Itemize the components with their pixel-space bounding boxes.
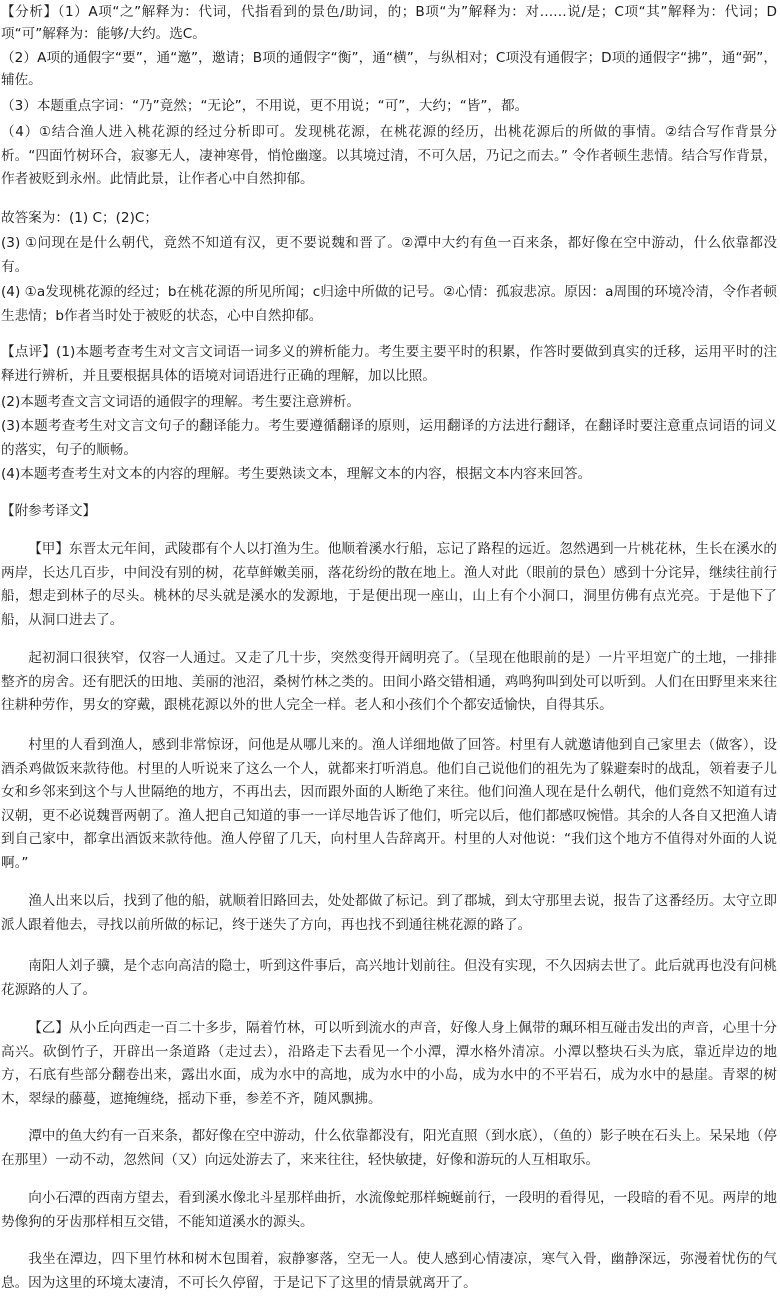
analysis-paragraph-1: 【分析】（1）A项“之”解释为：代词，代指看到的景色/助词，的；B项“为”解释为：对……说/是；C项“其”解释为：代词；D项“可”解释为：能够/大约。选C。 (1, 4, 777, 42)
translation-jia-paragraph-5: 南阳人刘子骥，是个志向高洁的隐士，听到这件事后，高兴地计划前往。但没有实现，不久因病去世了。此后就再也没有问桃花源路的人了。 (1, 958, 777, 998)
answer-line-2: (3) ①问现在是什么朝代，竟然不知道有汉，更不要说魏和晋了。②潭中大约有鱼一百来条，都好像在空中游动，什么依靠都没有。 (1, 235, 777, 275)
translation-jia-paragraph-2: 起初洞口很狭窄，仅容一人通过。又走了几十步，突然变得开阔明亮了。（呈现在他眼前的是）一片平坦宽广的土地，一排排整齐的房舍。还有肥沃的田地、美丽的池沼，桑树竹林之类的。田间小路交错相通，鸡鸣狗叫到处可以听到。人们在田野里来来往往耕种劳作，男女的穿戴，跟桃花源以外的世人完全一样。老人和小孩们个个都安适愉快，自得其乐。 (1, 650, 777, 713)
translation-yi-paragraph-2: 潭中的鱼大约有一百来条，都好像在空中游动，什么依靠都没有，阳光直照（到水底），（鱼的）影子映在石头上。呆呆地（停在那里）一动不动，忽然间（又）向远处游去了，来来往往，轻快敏捷，好像和游玩的人互相取乐。 (1, 1128, 777, 1168)
answer-line-1: 故答案为：(1) C；(2)C； (1, 210, 158, 226)
translation-yi-text-1: 从小丘向西走一百二十多步，隔着竹林，可以听到流水的声音，好像人身上佩带的珮环相互碰击发出的声音，心里十分高兴。砍倒竹子，开辟出一条道路（走过去），沿路走下去看见一个小潭，潭水格外清凉。小潭以整块石头为底，靠近岸边的地方，石底有些部分翻卷出来，露出水面，成为水中的高地，成为水中的小岛，成为水中的不平岩石，成为水中的悬崖。青翠的树木，翠绿的藤蔓，遮掩缠绕，摇动下垂，参差不齐，随风飘拂。 (1, 1020, 778, 1107)
comment-paragraph-1: 【点评】(1)本题考查考生对文言文词语一词多义的辨析能力。考生要主要平时的积累，作答时要做到真实的迁移，运用平时的注释进行辨析，并且要根据具体的语境对词语进行正确的理解，加以比照。 (1, 344, 777, 384)
comment-paragraph-2: (2)本题考查文言文词语的通假字的理解。考生要注意辨析。 (1, 394, 361, 410)
translation-yi-paragraph-4: 我坐在潭边，四下里竹林和树木包围着，寂静寥落，空无一人。使人感到心情凄凉，寒气入骨，幽静深远，弥漫着忧伤的气息。因为这里的环境太凄清，不可长久停留，于是记下了这里的情景就离开了。 (1, 1251, 777, 1291)
translation-jia-text-1: 东晋太元年间，武陵郡有个人以打渔为生。他顺着溪水行船，忘记了路程的远近。忽然遇到一片桃花林，生长在溪水的两岸，长达几百步，中间没有别的树，花草鲜嫩美丽，落花纷纷的散在地上。渔人对此（眼前的景色）感到十分诧异，继续往前行船，想走到林子的尽头。桃林的尽头就是溪水的发源地，于是便出现一座山，山上有个小洞口，洞里仿佛有点光亮。于是他下了船，从洞口进去了。 (1, 541, 778, 628)
section-label-yi: 【乙】 (28, 1020, 70, 1036)
analysis-paragraph-4: （4）①结合渔人进入桃花源的经过分析即可。发现桃花源，在桃花源的经历，出桃花源后的所做的事情。②结合写作背景分析。“四面竹树环合，寂寥无人，凄神寒骨，悄怆幽邃。以其境过清，不可久居，乃记之而去。” 令作者顿生悲情。结合写作背景，作者被贬到永州。此情此景，让作者心中自然抑郁。 (1, 124, 777, 187)
analysis-paragraph-3: （3）本题重点字词：“乃”竟然；“无论”，不用说，更不用说；“可”，大约；“皆”，都。 (1, 98, 529, 114)
translation-heading: 【附参考译文】 (1, 503, 97, 519)
section-label-jia: 【甲】 (28, 541, 70, 557)
analysis-paragraph-2: （2）A项的通假字“要”，通“邀”，邀请；B项的通假字“衡”，通“横”，与纵相对；C项没有通假字；D项的通假字“拂”，通“弼”，辅佐。 (1, 50, 777, 88)
comment-paragraph-4: (4)本题考查考生对文本的内容的理解。考生要熟读文本，理解文本的内容，根据文本内容来回答。 (1, 466, 592, 482)
translation-jia-paragraph-1 (1, 538, 777, 632)
answer-line-3: (4) ①a发现桃花源的经过；b在桃花源的所见所闻；c归途中所做的记号。②心情：孤寂悲凉。原因：a周围的环境冷清，令作者顿生悲情；b作者当时处于被贬的状态，心中自然抑郁。 (1, 284, 777, 324)
comment-paragraph-3: (3)本题考查考生对文言文句子的翻译能力。考生要遵循翻译的原则，运用翻译的方法进行翻译，在翻译时要注意重点词语的词义的落实，句子的顺畅。 (1, 418, 777, 458)
translation-yi-paragraph-3: 向小石潭的西南方望去，看到溪水像北斗星那样曲折，水流像蛇那样蜿蜒前行，一段明的看得见，一段暗的看不见。两岸的地势像狗的牙齿那样相互交错，不能知道溪水的源头。 (1, 1190, 777, 1230)
translation-jia-paragraph-3: 村里的人看到渔人，感到非常惊讶，问他是从哪儿来的。渔人详细地做了回答。村里有人就邀请他到自己家里去（做客），设酒杀鸡做饭来款待他。村里的人听说来了这么一个人，就都来打听消息。他们自己说他们的祖先为了躲避秦时的战乱，领着妻子儿女和乡邻来到这个与人世隔绝的地方，不再出去，因而跟外面的人断绝了来往。他们问渔人现在是什么朝代，他们竟然不知道有过汉朝，更不必说魏晋两朝了。渔人把自己知道的事一一详尽地告诉了他们，听完以后，他们都感叹惋惜。其余的人各自又把渔人请到自己家中，都拿出酒饭来款待他。渔人停留了几天，向村里人告辞离开。村里的人对他说：“我们这个地方不值得对外面的人说啊。” (1, 737, 777, 871)
translation-yi-paragraph-1 (1, 1017, 777, 1111)
translation-jia-paragraph-4: 渔人出来以后，找到了他的船，就顺着旧路回去，处处都做了标记。到了郡城，到太守那里去说，报告了这番经历。太守立即派人跟着他去，寻找以前所做的标记，终于迷失了方向，再也找不到通往桃花源的路了。 (1, 893, 777, 933)
